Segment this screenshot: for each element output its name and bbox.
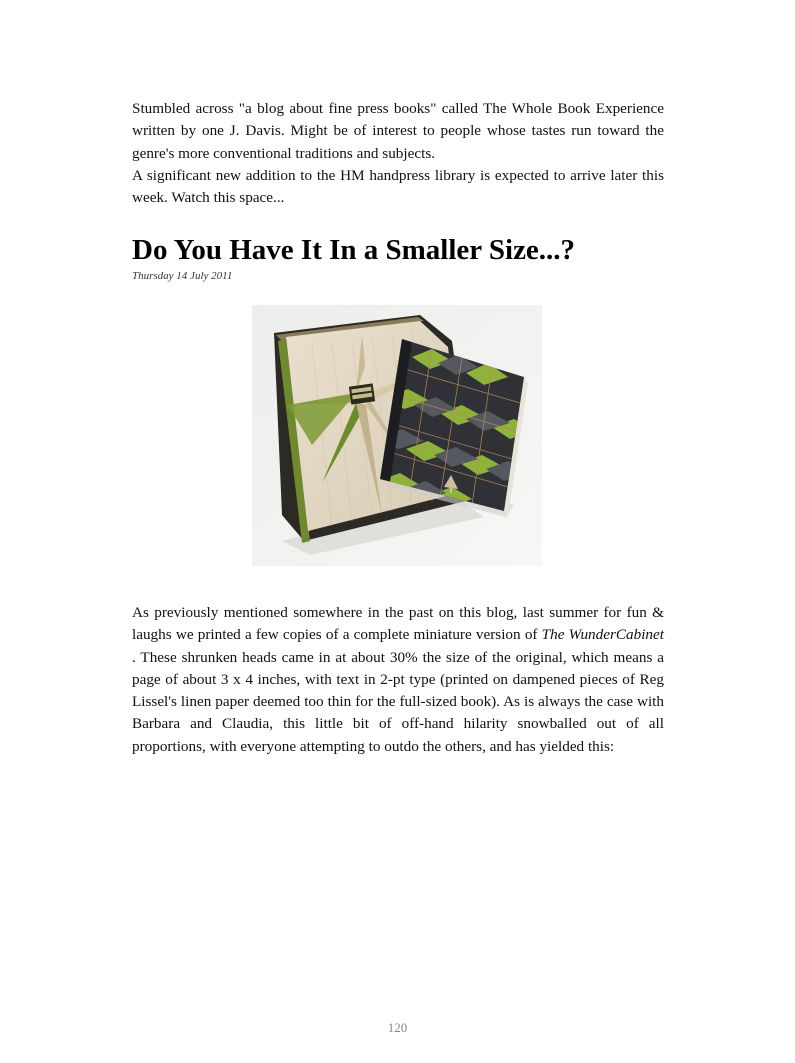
post-body-text-1: As previously mentioned somewhere in the past on this blog, last summer for fun & laughs we printed a few copies of a complete miniature version of	[132, 604, 664, 644]
intro-paragraph-2: A significant new addition to the HM handpress library is expected to arrive later this week. Watch this space...	[132, 167, 664, 207]
page-number: 120	[387, 1020, 408, 1035]
intro-paragraph-1: Stumbled across "a blog about fine press books" called The Whole Book Experience written by one J. Davis. Might be of interest to people whose tastes run toward the genre's more conventional traditions and subjects.	[132, 100, 664, 162]
post-date: Thursday 14 July 2011	[132, 270, 233, 282]
post-body	[132, 602, 664, 758]
books-photo	[252, 305, 542, 566]
post-body-book-title: The WunderCabinet	[541, 626, 664, 644]
post-body-text-2: . These shrunken heads came in at about 30% the size of the original, which means a page of about 3 x 4 inches, with text in 2-pt type (printed on dampened pieces of Reg Lissel's linen paper deemed too thin for the full-sized book). As is always the case with Barbara and Claudia, this little bit of off-hand hilarity snowballed out of all proportions, with everyone attempting to outdo the others, and has yielded this:	[132, 648, 664, 755]
post-title: Do You Have It In a Smaller Size...?	[132, 234, 576, 266]
